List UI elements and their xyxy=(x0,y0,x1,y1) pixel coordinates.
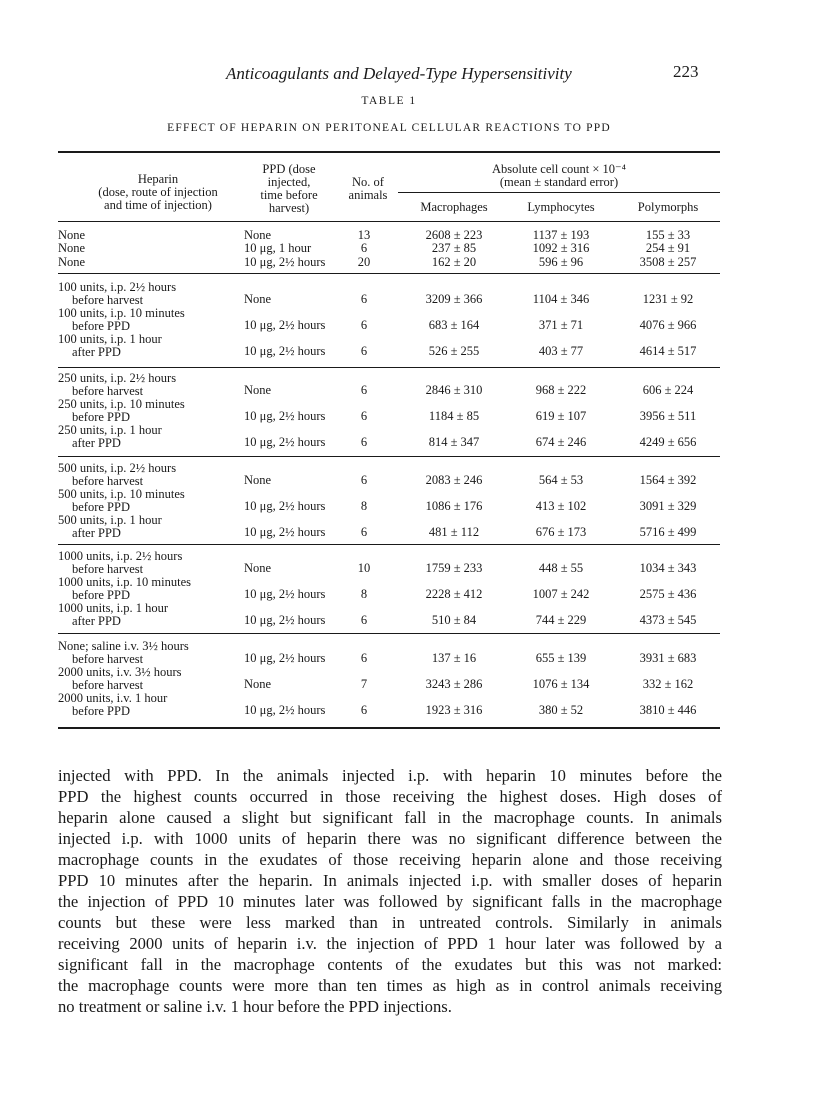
cell-heparin xyxy=(58,242,85,255)
cell-animals: 6 xyxy=(360,318,368,332)
cell-animals: 6 xyxy=(360,383,368,397)
cell-heparin xyxy=(58,398,185,424)
cell-animals: 6 xyxy=(360,473,368,487)
body-line: significant fall in the macrophage contents of the exudates but this was not marked: xyxy=(58,955,722,974)
cell-macrophages: 683 ± 164 xyxy=(428,318,480,332)
cell-heparin xyxy=(58,666,182,692)
cell-heparin xyxy=(58,692,167,718)
cell-heparin-line: before harvest xyxy=(72,562,144,576)
cell-heparin-line: 2000 units, i.v. 1 hour xyxy=(58,691,168,705)
cell-heparin-line: 2000 units, i.v. 3½ hours xyxy=(58,665,182,679)
cell-ppd: 10 μg, 2½ hours xyxy=(244,651,326,665)
header-ppd-line: harvest) xyxy=(268,201,310,215)
cell-animals: 20 xyxy=(357,254,371,269)
cell-heparin-line: 100 units, i.p. 2½ hours xyxy=(58,280,177,294)
cell-macrophages: 2083 ± 246 xyxy=(425,473,483,487)
body-line: heparin alone caused a slight but significant fall in the macrophage counts. In animals xyxy=(58,808,722,827)
cell-heparin-line: None; saline i.v. 3½ hours xyxy=(58,639,189,653)
cell-ppd: None xyxy=(244,677,272,691)
header-bottom-rule xyxy=(58,221,720,222)
cell-ppd: 10 μg, 2½ hours xyxy=(244,499,326,513)
cell-heparin-line: 100 units, i.p. 1 hour xyxy=(58,332,162,346)
cell-lymphocytes: 744 ± 229 xyxy=(535,613,587,627)
cell-polymorphs: 3508 ± 257 xyxy=(639,254,697,269)
cell-ppd: 10 μg, 2½ hours xyxy=(244,254,326,269)
header-lymphocytes: Lymphocytes xyxy=(527,200,595,214)
cell-lymphocytes: 403 ± 77 xyxy=(538,344,584,358)
cell-ppd: 10 μg, 2½ hours xyxy=(244,703,326,717)
cell-heparin-line: after PPD xyxy=(72,614,121,628)
cell-macrophages: 3243 ± 286 xyxy=(425,677,483,691)
header-heparin-line: and time of injection) xyxy=(104,198,212,212)
cell-animals: 6 xyxy=(360,613,368,627)
cell-lymphocytes: 1007 ± 242 xyxy=(532,587,590,601)
cell-heparin-line: 1000 units, i.p. 10 minutes xyxy=(58,575,191,589)
cell-animals: 6 xyxy=(360,435,368,449)
cell-heparin-line: 500 units, i.p. 2½ hours xyxy=(58,461,177,475)
cell-polymorphs: 1564 ± 392 xyxy=(639,473,697,487)
body-line: injected i.p. with 1000 units of heparin there was no significant difference between the xyxy=(58,829,722,848)
body-line: no treatment or saline i.v. 1 hour before the PPD injections. xyxy=(58,997,452,1016)
header-macrophages: Macrophages xyxy=(420,200,488,214)
cell-ppd: None xyxy=(244,228,272,242)
cell-lymphocytes: 448 ± 55 xyxy=(538,561,584,575)
cell-heparin-line: before PPD xyxy=(72,588,130,602)
body-line: the injection of PPD 10 minutes later was followed by significant falls in the macrophage xyxy=(58,892,722,911)
group-divider xyxy=(58,456,720,457)
body-line: macrophage counts in the exudates of those receiving heparin alone and those receiving xyxy=(58,850,722,869)
cell-animals: 7 xyxy=(360,677,368,691)
cell-heparin-line: after PPD xyxy=(72,436,121,450)
cell-lymphocytes: 676 ± 173 xyxy=(535,525,587,539)
cell-ppd: 10 μg, 2½ hours xyxy=(244,525,326,539)
cell-heparin-line: 500 units, i.p. 1 hour xyxy=(58,513,162,527)
cell-heparin-line: after PPD xyxy=(72,345,121,359)
cell-heparin-line: 1000 units, i.p. 1 hour xyxy=(58,601,169,615)
cell-ppd: None xyxy=(244,292,272,306)
cell-polymorphs: 4249 ± 656 xyxy=(639,435,697,449)
header-cell-count-line: Absolute cell count × 10⁻⁴ xyxy=(492,162,626,176)
header-ppd-line: time before xyxy=(260,188,318,202)
cell-polymorphs: 4614 ± 517 xyxy=(639,344,697,358)
header-polymorphs: Polymorphs xyxy=(637,200,699,214)
cell-ppd: 10 μg, 2½ hours xyxy=(244,587,326,601)
table-bottom-rule xyxy=(58,727,720,729)
cell-heparin xyxy=(58,281,176,307)
cell-ppd: None xyxy=(244,561,272,575)
cell-ppd: 10 μg, 1 hour xyxy=(244,241,312,256)
cell-heparin-line: None xyxy=(58,228,86,242)
cell-macrophages: 1923 ± 316 xyxy=(425,703,483,717)
cell-heparin-line: None xyxy=(58,254,86,269)
cell-polymorphs: 606 ± 224 xyxy=(642,383,694,397)
cell-lymphocytes: 564 ± 53 xyxy=(538,473,584,487)
cell-heparin xyxy=(58,307,185,333)
cell-heparin-line: before PPD xyxy=(72,410,130,424)
cell-polymorphs: 3931 ± 683 xyxy=(639,651,697,665)
group-divider xyxy=(58,633,720,634)
cell-polymorphs: 2575 ± 436 xyxy=(639,587,697,601)
header-cell-count xyxy=(398,163,720,189)
cell-ppd: None xyxy=(244,473,272,487)
cell-heparin-line: before harvest xyxy=(72,678,144,692)
header-animals-line: No. of xyxy=(352,175,384,189)
cell-heparin-line: before harvest xyxy=(72,652,144,666)
table-caption: EFFECT OF HEPARIN ON PERITONEAL CELLULAR REACTIONS TO PPD xyxy=(167,122,611,134)
header-animals-line: animals xyxy=(348,188,388,202)
cell-lymphocytes: 1104 ± 346 xyxy=(532,292,590,306)
cell-heparin-line: before harvest xyxy=(72,384,144,398)
cell-macrophages: 137 ± 16 xyxy=(431,651,477,665)
header-heparin xyxy=(58,173,258,212)
cell-heparin-line: before PPD xyxy=(72,704,130,718)
cell-macrophages: 1759 ± 233 xyxy=(425,561,483,575)
cell-lymphocytes: 655 ± 139 xyxy=(535,651,587,665)
cell-ppd: 10 μg, 2½ hours xyxy=(244,435,326,449)
cell-polymorphs: 3956 ± 511 xyxy=(639,409,697,423)
header-ppd-line: PPD (dose xyxy=(262,162,316,176)
body-line: counts but these were less marked than in untreated controls. Similarly in animals xyxy=(58,913,722,932)
cell-heparin-line: before PPD xyxy=(72,319,130,333)
cell-heparin-line: before harvest xyxy=(72,474,144,488)
cell-heparin xyxy=(58,256,85,269)
cell-heparin xyxy=(58,372,176,398)
cell-polymorphs: 3810 ± 446 xyxy=(639,703,697,717)
table-label: TABLE 1 xyxy=(361,95,417,107)
group-divider xyxy=(58,367,720,368)
header-heparin-line: (dose, route of injection xyxy=(98,185,218,199)
cell-macrophages: 2846 ± 310 xyxy=(425,383,483,397)
running-title: Anticoagulants and Delayed-Type Hypersensitivity xyxy=(226,64,572,83)
cell-heparin-line: 1000 units, i.p. 2½ hours xyxy=(58,549,183,563)
cell-macrophages: 3209 ± 366 xyxy=(425,292,483,306)
group-divider xyxy=(58,544,720,545)
body-line: receiving 2000 units of heparin i.v. the injection of PPD 1 hour later was followed by a xyxy=(58,934,722,953)
body-line: injected with PPD. In the animals injected i.p. with heparin 10 minutes before the xyxy=(58,766,722,785)
body-paragraph xyxy=(58,765,722,1017)
cell-heparin-line: 250 units, i.p. 2½ hours xyxy=(58,371,177,385)
cell-ppd: 10 μg, 2½ hours xyxy=(244,613,326,627)
cell-heparin-line: None xyxy=(58,241,86,256)
cell-polymorphs: 3091 ± 329 xyxy=(639,499,697,513)
cell-lymphocytes: 1137 ± 193 xyxy=(532,228,590,242)
cell-lymphocytes: 1092 ± 316 xyxy=(532,241,590,256)
cell-heparin-line: before PPD xyxy=(72,500,130,514)
body-line: PPD the highest counts occurred in those receiving the highest doses. High doses of xyxy=(58,787,722,806)
cell-heparin xyxy=(58,488,185,514)
cell-heparin-line: 250 units, i.p. 1 hour xyxy=(58,423,162,437)
cell-lymphocytes: 596 ± 96 xyxy=(538,254,584,269)
cell-heparin-line: 500 units, i.p. 10 minutes xyxy=(58,487,185,501)
cell-heparin xyxy=(58,550,182,576)
cell-polymorphs: 4076 ± 966 xyxy=(639,318,697,332)
cell-polymorphs: 254 ± 91 xyxy=(645,241,691,256)
header-ppd-line: injected, xyxy=(267,175,311,189)
cell-macrophages: 1184 ± 85 xyxy=(428,409,480,423)
cell-macrophages: 526 ± 255 xyxy=(428,344,480,358)
cell-lymphocytes: 968 ± 222 xyxy=(535,383,587,397)
cell-lymphocytes: 413 ± 102 xyxy=(535,499,587,513)
cell-heparin xyxy=(58,514,162,540)
header-heparin-line: Heparin xyxy=(137,172,179,186)
cell-heparin-line: 250 units, i.p. 10 minutes xyxy=(58,397,185,411)
cell-macrophages: 1086 ± 176 xyxy=(425,499,483,513)
page-number: 223 xyxy=(673,62,699,81)
header-ppd xyxy=(236,163,342,215)
cell-animals: 6 xyxy=(360,651,368,665)
cell-macrophages: 481 ± 112 xyxy=(428,525,480,539)
cell-polymorphs: 5716 ± 499 xyxy=(639,525,697,539)
cell-lymphocytes: 380 ± 52 xyxy=(538,703,584,717)
cell-macrophages: 237 ± 85 xyxy=(431,241,477,256)
cell-animals: 8 xyxy=(360,499,368,513)
cell-count-rule xyxy=(398,192,720,193)
cell-heparin-line: after PPD xyxy=(72,526,121,540)
body-line: the macrophage counts were more than ten times as high as in control animals receiving xyxy=(58,976,722,995)
cell-animals: 6 xyxy=(360,525,368,539)
body-line: PPD 10 minutes after the heparin. In animals injected i.p. with smaller doses of heparin xyxy=(58,871,722,890)
cell-animals: 10 xyxy=(357,561,371,575)
cell-ppd: 10 μg, 2½ hours xyxy=(244,344,326,358)
group-divider xyxy=(58,273,720,274)
cell-lymphocytes: 1076 ± 134 xyxy=(532,677,590,691)
cell-animals: 6 xyxy=(360,241,368,256)
cell-heparin xyxy=(58,602,168,628)
cell-macrophages: 2608 ± 223 xyxy=(425,228,483,242)
cell-animals: 6 xyxy=(360,409,368,423)
cell-heparin xyxy=(58,424,162,450)
cell-heparin-line: before harvest xyxy=(72,293,144,307)
cell-animals: 8 xyxy=(360,587,368,601)
cell-ppd: 10 μg, 2½ hours xyxy=(244,409,326,423)
header-cell-count-line: (mean ± standard error) xyxy=(499,175,619,189)
cell-animals: 6 xyxy=(360,292,368,306)
cell-macrophages: 510 ± 84 xyxy=(431,613,477,627)
cell-heparin-line: 100 units, i.p. 10 minutes xyxy=(58,306,185,320)
cell-animals: 13 xyxy=(357,228,371,242)
cell-animals: 6 xyxy=(360,344,368,358)
cell-lymphocytes: 619 ± 107 xyxy=(535,409,587,423)
cell-animals: 6 xyxy=(360,703,368,717)
cell-heparin xyxy=(58,576,191,602)
cell-heparin xyxy=(58,229,85,242)
cell-lymphocytes: 371 ± 71 xyxy=(538,318,584,332)
cell-polymorphs: 332 ± 162 xyxy=(642,677,694,691)
table-top-rule xyxy=(58,151,720,153)
cell-polymorphs: 4373 ± 545 xyxy=(639,613,697,627)
cell-heparin xyxy=(58,640,189,666)
cell-macrophages: 2228 ± 412 xyxy=(425,587,483,601)
cell-polymorphs: 155 ± 33 xyxy=(645,228,691,242)
cell-lymphocytes: 674 ± 246 xyxy=(535,435,587,449)
cell-ppd: 10 μg, 2½ hours xyxy=(244,318,326,332)
cell-heparin xyxy=(58,333,162,359)
header-animals xyxy=(338,176,398,202)
cell-ppd: None xyxy=(244,383,272,397)
cell-heparin xyxy=(58,462,176,488)
cell-polymorphs: 1034 ± 343 xyxy=(639,561,697,575)
cell-macrophages: 814 ± 347 xyxy=(428,435,480,449)
cell-macrophages: 162 ± 20 xyxy=(431,254,477,269)
cell-polymorphs: 1231 ± 92 xyxy=(642,292,694,306)
